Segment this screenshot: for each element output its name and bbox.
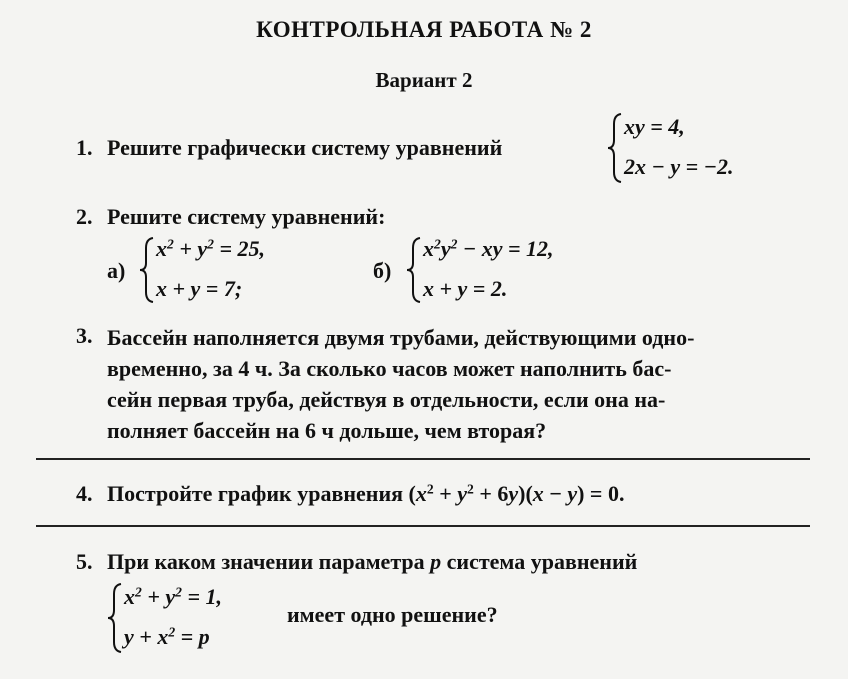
divider-2 bbox=[36, 525, 810, 527]
task5-text: При каком значении параметра p система уравнений bbox=[107, 549, 638, 574]
task2-a-label: а) bbox=[107, 258, 126, 283]
page-title: КОНТРОЛЬНАЯ РАБОТА № 2 bbox=[256, 17, 592, 42]
task3-line: полняет бассейн на 6 ч дольше, чем вторая? bbox=[107, 418, 547, 443]
task2-text: Решите систему уравнений: bbox=[107, 204, 386, 229]
task1-number: 1. bbox=[76, 135, 93, 160]
task2-b-equation-2: x + y = 2. bbox=[423, 276, 508, 301]
task5-number: 5. bbox=[76, 549, 93, 574]
task2-a-equation-1: $x^2 + y^2 = 25$, bbox=[156, 236, 265, 261]
task1-brace bbox=[606, 112, 624, 184]
task2-b-brace bbox=[405, 236, 423, 304]
task4-number: 4. bbox=[76, 481, 93, 506]
task2-a-equation-2: x + y = 7; bbox=[156, 276, 243, 301]
task1-equation-1: xy = 4, bbox=[624, 114, 685, 139]
task2-b-equation-1: $x^2y^2$ − xy = 12, bbox=[423, 236, 554, 261]
task3-line: Бассейн наполняется двумя трубами, действующими одно- bbox=[107, 325, 695, 350]
task2-number: 2. bbox=[76, 204, 93, 229]
task4-text: Постройте график уравнения $(x^2 + y^2 + 6y)(x - y) = 0$. bbox=[107, 481, 625, 506]
task2-a-brace bbox=[138, 236, 156, 304]
task3-text bbox=[107, 322, 817, 446]
variant-label: Вариант 2 bbox=[375, 68, 473, 92]
task3-number: 3. bbox=[76, 323, 93, 348]
task2-b-label: б) bbox=[373, 258, 392, 283]
task1-text: Решите графически систему уравнений bbox=[107, 135, 503, 160]
task3-line: сейн первая труба, действуя в отдельности, если она на- bbox=[107, 387, 666, 412]
task3-line: временно, за 4 ч. За сколько часов может наполнить бас- bbox=[107, 356, 672, 381]
task5-equation-1: $x^2 + y^2 = 1$, bbox=[124, 584, 222, 609]
task5-tail: имеет одно решение? bbox=[287, 602, 498, 627]
divider-1 bbox=[36, 458, 810, 460]
task5-brace bbox=[106, 582, 124, 654]
task5-equation-2: $y + x^2 = p$ bbox=[124, 624, 210, 649]
task1-equation-2: 2x − y = −2. bbox=[624, 154, 734, 179]
